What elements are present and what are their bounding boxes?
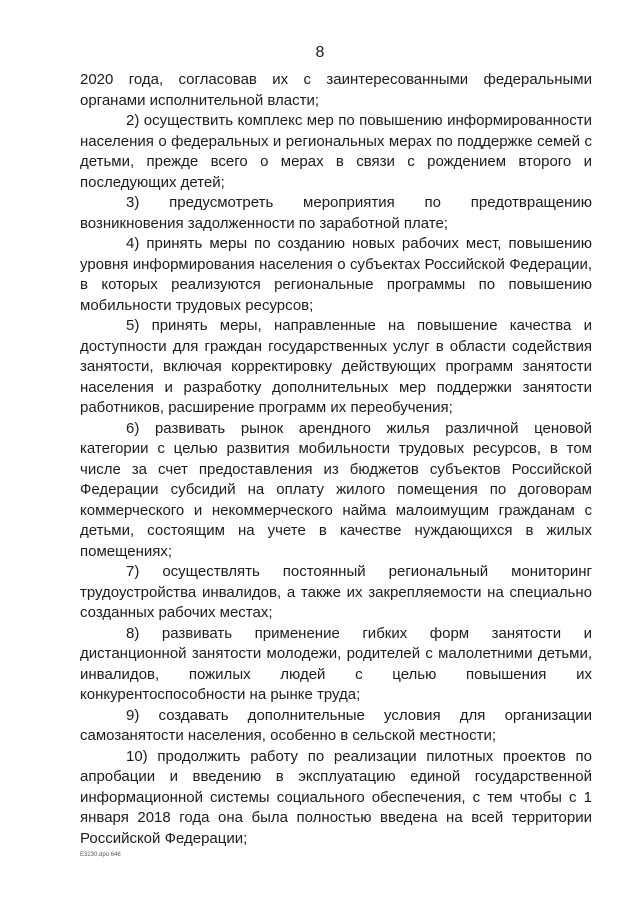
paragraph-item-8: 8) развивать применение гибких форм занятости и дистанционной занятости молодежи, родителей с малолетними детьми, инвалидов, пожилых людей с целью повышения их конкурентоспособности на рынке труда; (80, 624, 592, 703)
paragraph-item-3: 3) предусмотреть мероприятия по предотвращению возникновения задолженности по заработной плате; (80, 194, 592, 232)
paragraph-item-4: 4) принять меры по созданию новых рабочих мест, повышению уровня информирования населения о субъектах Российской Федерации, в которых реализуются региональные программы по повышению мобильности трудовых ресурсов; (80, 235, 592, 314)
paragraph-item-2: 2) осуществить комплекс мер по повышению информированности населения о федеральных и региональных мерах по поддержке семей с детьми, прежде всего о мерах в связи с рождением второго и последующих детей; (80, 112, 592, 191)
paragraph-continuation: 2020 года, согласовав их с заинтересованными федеральными органами исполнительной власти; (80, 71, 592, 109)
paragraph-item-7: 7) осуществлять постоянный региональный мониторинг трудоустройства инвалидов, а также их закрепляемости на специально созданных рабочих местах; (80, 563, 592, 621)
page-number: 8 (315, 44, 325, 61)
paragraph-item-5: 5) принять меры, направленные на повышение качества и доступности для граждан государственных услуг в области содействия занятости, включая корректировку действующих программ занятости населения и разработку дополнительных мер поддержки занятости работников, расширение программ их переобучения; (80, 317, 592, 416)
document-body (80, 70, 592, 849)
paragraph-item-10: 10) продолжить работу по реализации пилотных проектов по апробации и введению в эксплуатацию единой государственной информационной системы социального обеспечения, с тем чтобы с 1 января 2018 года она была полностью введена на всей территории Российской Федерации; (80, 747, 592, 847)
paragraph-item-9: 9) создавать дополнительные условия для организации самозанятости населения, особенно в сельской местности; (80, 706, 592, 744)
paragraph-item-6: 6) развивать рынок арендного жилья различной ценовой категории с целью развития мобильности трудовых ресурсов, в том числе за счет предоставления из бюджетов субъектов Российской Федерации субсидий на оплату жилого помещения по договорам коммерческого и некоммерческого найма малоимущим гражданам с детьми, состоящим на учете в качестве нуждающихся в жилых помещениях; (80, 419, 592, 560)
footer-file-code: E3230.dpo 646 (80, 852, 121, 858)
